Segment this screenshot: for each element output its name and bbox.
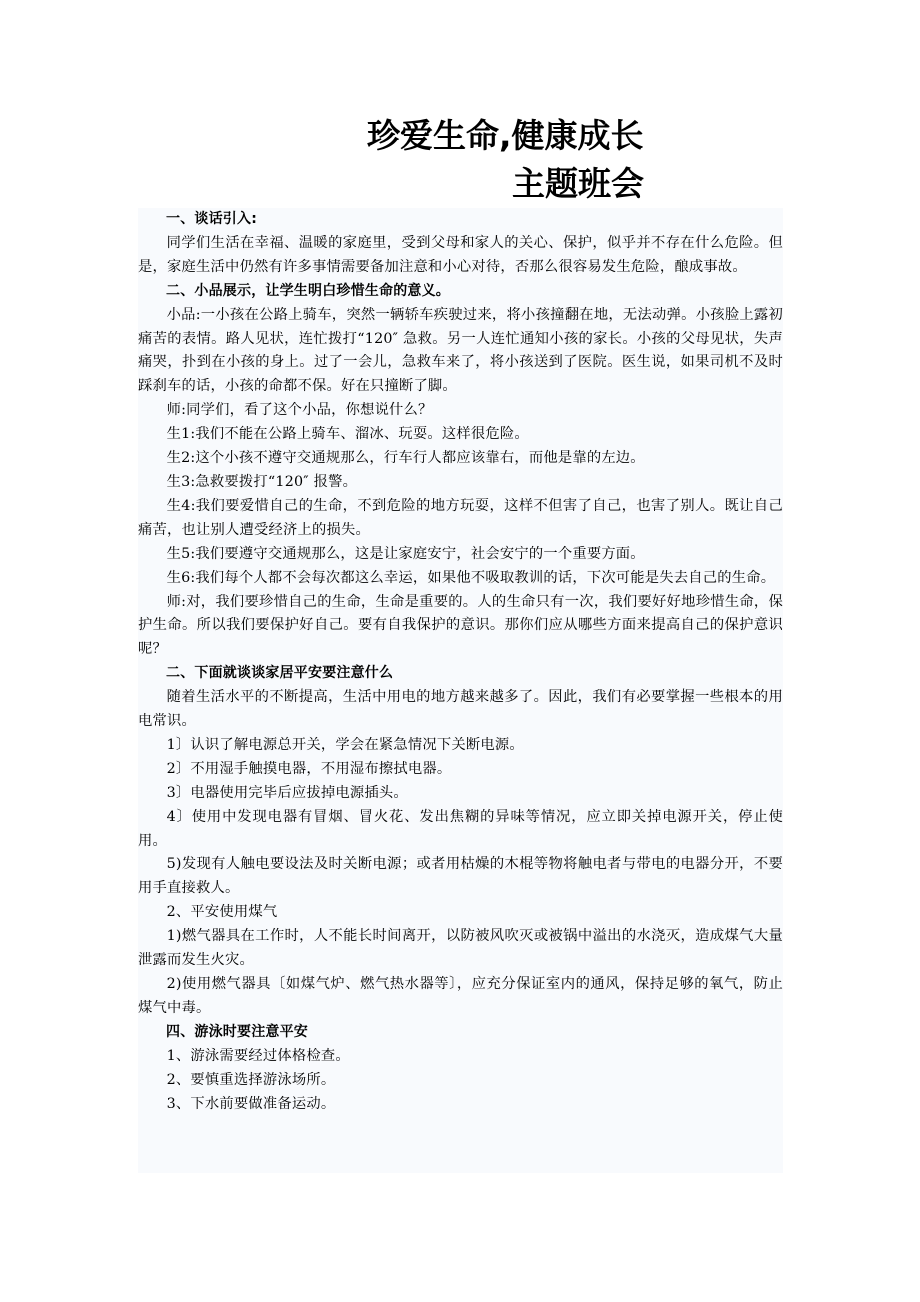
paragraph: 生3:急救要拨打“120″ 报警。 xyxy=(166,473,358,490)
document-body xyxy=(138,208,783,1173)
section-heading: 二、下面就谈谈家居平安要注意什么 xyxy=(166,665,394,682)
list-item: 1〕认识了解电源总开关，学会在紧急情况下关断电源。 xyxy=(166,736,524,753)
list-item: 3〕电器使用完毕后应拔掉电源插头。 xyxy=(166,784,408,801)
paragraph: 师:对，我们要珍惜自己的生命，生命是重要的。人的生命只有一次，我们要好好地珍惜生命，保护生命。所以我们要保护好自己。要有自我保护的意识。那你们应从哪些方面来提高自己的保护意识呢？ xyxy=(138,593,783,658)
list-item: 5)发现有人触电要设法及时关断电源；或者用枯燥的木棍等物将触电者与带电的电器分开，不要用手直接救人。 xyxy=(138,856,783,897)
title-line-2: 主题班会 xyxy=(512,164,644,203)
list-item: 4〕使用中发现电器有冒烟、冒火花、发出焦糊的异味等情况，应立即关掉电源开关，停止使用。 xyxy=(138,808,783,849)
section-heading: 四、游泳时要注意平安 xyxy=(166,1023,308,1040)
list-item: 2、要慎重选择游泳场所。 xyxy=(166,1071,336,1088)
paragraph: 随着生活水平的不断提高，生活中用电的地方越来越多了。因此，我们有必要掌握一些根本的用电常识。 xyxy=(138,689,783,730)
paragraph: 生5:我们要遵守交通规那么，这是让家庭安宁，社会安宁的一个重要方面。 xyxy=(166,545,645,562)
section-heading: 一、谈话引入: xyxy=(166,211,257,227)
document-title xyxy=(0,112,920,208)
list-item: 2〕不用湿手触摸电器，不用湿布擦拭电器。 xyxy=(166,760,452,777)
paragraph: 生2:这个小孩不遵守交通规那么，行车行人都应该靠右，而他是靠的左边。 xyxy=(166,450,645,467)
title-line-1: 珍爱生命,健康成长 xyxy=(367,116,644,155)
list-item: 2)使用燃气器具〔如煤气炉、燃气热水器等〕，应充分保证室内的通风，保持足够的氧气，防止煤气中毒。 xyxy=(138,976,783,1016)
paragraph: 师:同学们，看了这个小品，你想说什么？ xyxy=(166,402,433,419)
list-item: 1、游泳需要经过体格检查。 xyxy=(166,1047,350,1064)
list-item: 3、下水前要做准备运动。 xyxy=(166,1095,336,1112)
subsection-title: 2、平安使用煤气 xyxy=(166,904,278,921)
section-heading: 二、小品展示，让学生明白珍惜生命的意义。 xyxy=(166,282,450,299)
paragraph: 生1:我们不能在公路上骑车、溜冰、玩耍。这样很危险。 xyxy=(166,426,529,443)
paragraph: 生4:我们要爱惜自己的生命，不到危险的地方玩耍，这样不但害了自己，也害了别人。既让自己痛苦，也让别人遭受经济上的损失。 xyxy=(138,497,783,538)
paragraph: 生6:我们每个人都不会每次都这么幸运，如果他不吸取教训的话，下次可能是失去自己的生命。 xyxy=(166,569,776,586)
paragraph: 同学们生活在幸福、温暖的家庭里，受到父母和家人的关心、保护，似乎并不存在什么危险。但是，家庭生活中仍然有许多事情需要备加注意和小心对待，否那么很容易发生危险，酿成事故。 xyxy=(138,234,783,275)
paragraph: 小品:一小孩在公路上骑车，突然一辆轿车疾驶过来，将小孩撞翻在地，无法动弹。小孩脸上露初痛苦的表情。路人见状，连忙拨打“120″ 急救。另一人连忙通知小孩的家长。小孩的父母见状，失声痛哭，扑到在小孩的身上。过了一会儿，急救车来了，将小孩送到了医院。医生说，如果司机不及时踩刹车的话，小孩的命都不保。好在只撞断了脚。 xyxy=(138,306,783,395)
list-item: 1)燃气器具在工作时，人不能长时间离开，以防被风吹灭或被锅中溢出的水浇灭，造成煤气大量泄露而发生火灾。 xyxy=(138,928,783,969)
